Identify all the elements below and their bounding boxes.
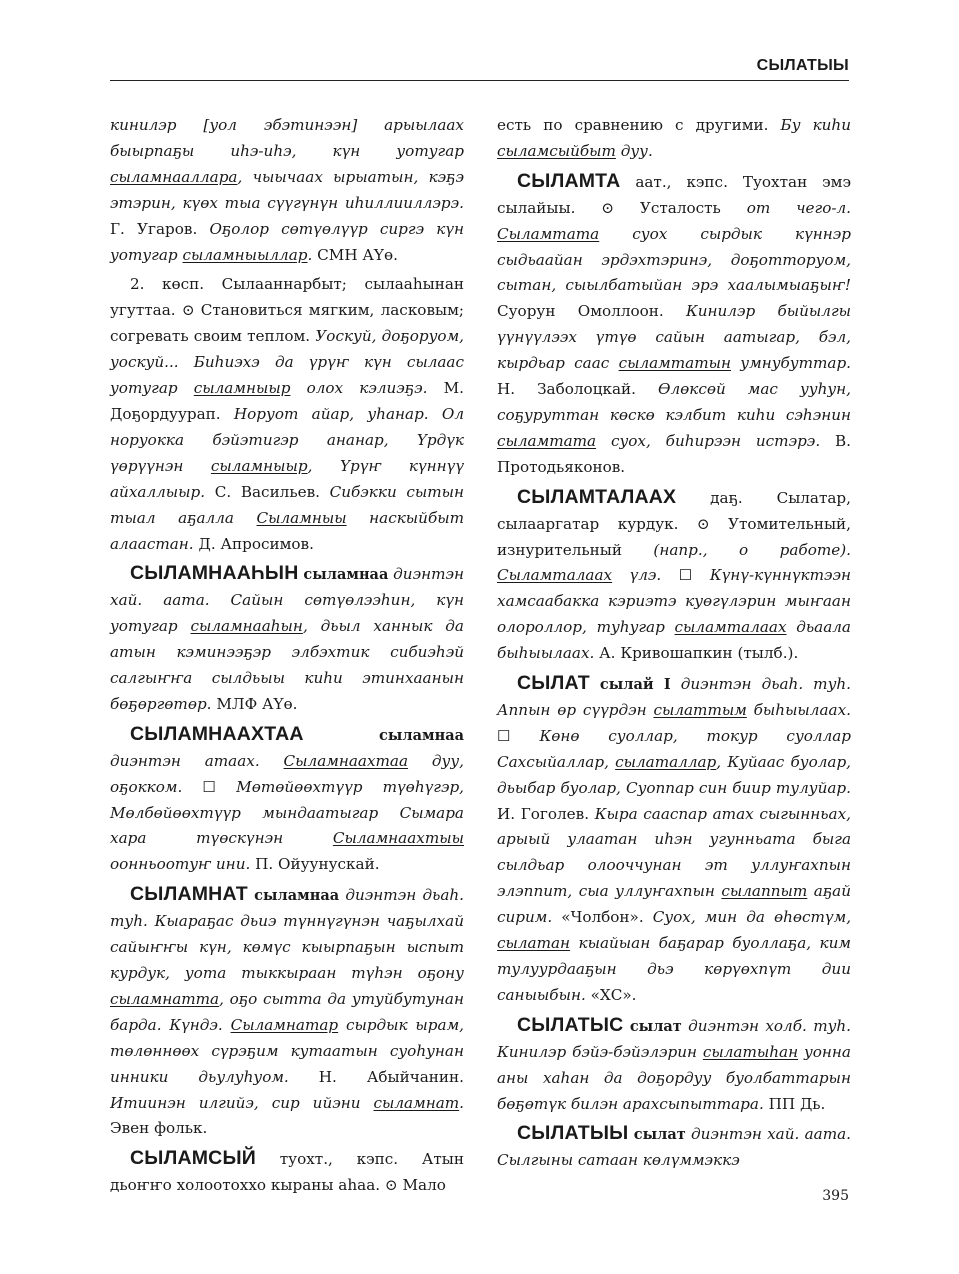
underlined-example: сыламныыр [210, 456, 308, 475]
circle-symbol-icon: ⊙ [601, 198, 615, 217]
underlined-example: сылаппыт [721, 882, 808, 901]
source: М. Доҕордуурап. [110, 379, 464, 423]
box-symbol-icon: ☐ [202, 777, 217, 796]
entry-sylatys: СЫЛАТЫС сылат диэнтэн холб. туһ. Кинилэр бэйэ-бэйэлэрин сылатыһан уонна аны хаһан да доҕордуу буолбаттарын бөҕөтүк билэн арахсыпыттара. ПП Дь. [497, 1013, 852, 1113]
box-symbol-icon: ☐ [497, 726, 511, 745]
entry-sylamtalaah: СЫЛАМТАЛААХ даҕ. Сылатар, сылааргатар курдук. ⊙ Утомительный, изнурительный (напр., о работе). Сыламталаах үлэ. ☐ Күнү-күннүктээн хамсаабакка кэриэтэ куөгүлэрин мыҥаан олороллор, туһугар сыламталаах дьаала быһыылаах. А. Кривошапкин (тылб.). [497, 485, 851, 663]
source: С. Васильев. [214, 482, 320, 501]
source: СМН АҮө. [317, 245, 398, 264]
source: ПП Дь. [768, 1094, 826, 1113]
entry-sense-2: 2. көсп. Сылааннарбыт; сылааһынан угуттаа. ⊙ Становиться мягким, ласковым; согревать своим теплом. Уоскуй, доҕоруом, уоскуй... Биһиэхэ да үрүҥ күн сылаас уотугар сыламныыр олох кэлиэҕэ. М. Доҕордуурап. Норуот айар, уһанар. Ол норуокка бэйэтигэр ананар, Үрдүк үөрүүнэн сыламныыр, Үрүҥ күннүү айхаллыыр. С. Васильев. Сибэкки сытын тыал аҕалла Сыламныы наскыйбыт алаастан. Д. Апросимов. [110, 275, 465, 553]
entry-sylatyy: СЫЛАТЫЫ сылат диэнтэн хай. аата. Сылгыны сатаан көлүммэккэ [497, 1122, 851, 1170]
underlined-example: Сыламнаахтыы [332, 829, 464, 848]
source: Эвен фольк. [110, 1119, 208, 1138]
headword: СЫЛАМНААҺЫН [130, 562, 299, 585]
stem-ref: сыламнаа [254, 887, 340, 905]
running-head: СЫЛАТЫЫ [756, 57, 849, 74]
circle-symbol-icon: ⊙ [696, 514, 710, 533]
underlined-example: сылаталлар [615, 752, 717, 771]
headword: СЫЛАМТА [517, 169, 621, 192]
underlined-example: сыламтата [497, 431, 597, 450]
entry-sylamnaahyn: СЫЛАМНААҺЫН сыламнаа диэнтэн хай. аата. Сайын сөтүөлээһин, күн уотугар сыламнааһын, дьыл ханнык да атын кэминээҕэр элбэхтик сибиэһэй салгыҥҥа сылдьыы киһи этинхаанын бөҕөргөтөр. МЛФ АҮө. [110, 562, 465, 713]
box-symbol-icon: ☐ [678, 566, 693, 585]
source: Суорун Омоллоон. [497, 302, 664, 321]
underlined-example: сылаттым [653, 700, 747, 719]
entry-sylamsyi: СЫЛАМСЫЙ туохт., кэпс. Атын дьоҥҥо холоотохxo кыраны аһаа. ⊙ Мало [110, 1147, 464, 1195]
source: В. Протодьяконов. [497, 431, 851, 476]
headword: СЫЛАТ [517, 672, 590, 695]
page-number: 395 [822, 1188, 849, 1204]
headword: СЫЛАМСЫЙ [130, 1147, 256, 1170]
circle-symbol-icon: ⊙ [181, 301, 195, 320]
underlined-example: сыламнааһын [190, 617, 303, 636]
underlined-example: Сыламталаах [497, 566, 613, 585]
entry-sylamnat: СЫЛАМНАТ сыламнаа диэнтэн дьаһ. туһ. Кыараҕас дьиэ түннүгүнэн чаҕылхай сайыҥҥы күн, көмүс кыырпаҕын ыспыт курдук, уота тыккыраан түһэн оҕону сыламнатта, оҕо сытта да утуйбутунан барда. Күндэ. Сыламнатар сырдык ырам, төлөннөөх сүрэҕим кутаатын суоһунан инники дьулуһуом. Н. Абыйчанин. Итиинэн илгийэ, сир ийэни сыламнат. Эвен фольк. [110, 883, 465, 1138]
source: «ХС». [590, 985, 637, 1004]
circle-symbol-icon: ⊙ [384, 1176, 398, 1195]
headword: СЫЛАМНААХТАА [130, 722, 304, 745]
underlined-example: Сыламнаахтаа [283, 751, 409, 770]
underlined-example: сыламталаах [674, 618, 787, 637]
stem-ref: сылат [629, 1017, 682, 1035]
entry-continuation: кинилэр [уол эбэтинээн] арыылаах быырпаҕы иһэ-иһэ, күн уотугар сыламнааллара, чыычаах ырыатын, кэҕэ этэрин, күөх тыа сүүгүнүн иһиллииллэрэ. Г. Угаров. Оҕолор сөтүөлүүр сиргэ күн уотугар сыламныыллар. СМН АҮө. [110, 116, 464, 264]
entry-sylamta: СЫЛАМТА аат., кэпс. Туохтан эмэ сылайыы. ⊙ Усталость от чего-л. Сыламтата суох сырдык күннэр сыдьаайан эрдэхтэринэ, доҕотторуом, сытан, сыылбатыйан эрэ хаалымыаҕыҥ! Суорун Омоллоон. Кинилэр быйылгы үүнүүлээх үтүө сайын аатыгар, бэл, кырдьар саас сыламтатын умнубуттар. Н. Заболоцкай. Өлөксөй мас ууһун, соҕуруттан көскө кэлбит киһи сэһэнин сыламтата суох, биһирээн истэрэ. В. Протодьяконов. [497, 169, 852, 476]
right-column [497, 113, 851, 1178]
source: Н. Абыйчанин. [318, 1067, 465, 1086]
underlined-example: Сыламтата [497, 224, 600, 243]
underlined-example: сылатыһан [702, 1042, 799, 1061]
underlined-example: сыламнатта [110, 989, 220, 1008]
underlined-example: Сыламнатар [230, 1015, 339, 1034]
source: «Чолбон». [561, 908, 644, 927]
underlined-example: сыламнааллара [110, 167, 238, 186]
stem-ref: сылай I [599, 676, 671, 694]
source: МЛФ АҮө. [216, 694, 298, 713]
source: А. Кривошапкин (тылб.). [599, 644, 799, 663]
source: И. Гоголев. [497, 804, 590, 823]
stem-ref: сылат [633, 1126, 686, 1144]
entry-sylat: СЫЛАТ сылай I диэнтэн дьаһ. туһ. Аппын өр сүүрдэн сылаттым быһыылаах. ☐ Көнө суоллар, токур суоллар Сахсыйаллар, сылаталлар, Куйаас буолар, дьыбар буолар, Суоппар син биир тулуйар. И. Гоголев. Кыра сааспар атах сыгынньах, арыый улаатан иһэн угунньата быга сылдьар олооччунан эт уллуҥахпын элэппит, сыа уллуҥахпын сылаппыт аҕай сирим. «Чолбон». Суох, мин да өһөстүм, сылатан кыайыан баҕарар буоллаҕа, ким тулуурдааҕын дьэ көрүөхпүт дии саныыбын. «ХС». [497, 672, 852, 1004]
source: Г. Угаров. [110, 219, 198, 238]
underlined-example: сылатан [497, 934, 571, 953]
underlined-example: сыламнат [373, 1093, 460, 1112]
source: Д. Апросимов. [198, 534, 314, 553]
entry-sylamnaahtaa: СЫЛАМНААХТАА сыламнаа диэнтэн атаах. Сыламнаахтаа дуу, оҕокком. ☐ Мөтөйөөхтүүр түөһүгэр, Мөлбөйөөхтүүр мындаатыгар Сымара хара түөскүнэн Сыламнаахтыы оонньоотуҥ ини. П. Ойуунускай. [110, 722, 464, 874]
stem-ref: сыламнаа [303, 566, 389, 584]
headword: СЫЛАМНАТ [130, 883, 248, 906]
underlined-example: сыламсыйбыт [497, 141, 616, 160]
entry-continuation: есть по сравнению с другими. Бу киһи сыламсыйбыт дуу. [497, 116, 851, 160]
header-rule [110, 80, 849, 81]
underlined-example: Сыламныы [256, 508, 347, 527]
source: П. Ойуунускай. [255, 855, 380, 874]
underlined-example: сыламныыр [193, 379, 291, 398]
left-column [110, 113, 464, 1203]
headword: СЫЛАТЫС [517, 1013, 624, 1036]
underlined-example: сыламтатын [618, 354, 731, 373]
headword: СЫЛАТЫЫ [517, 1122, 629, 1145]
stem-ref: сыламнаа [379, 726, 464, 744]
headword: СЫЛАМТАЛААХ [517, 485, 677, 508]
source: Н. Заболоцкай. [497, 380, 636, 399]
underlined-example: сыламныыллар [182, 245, 308, 264]
